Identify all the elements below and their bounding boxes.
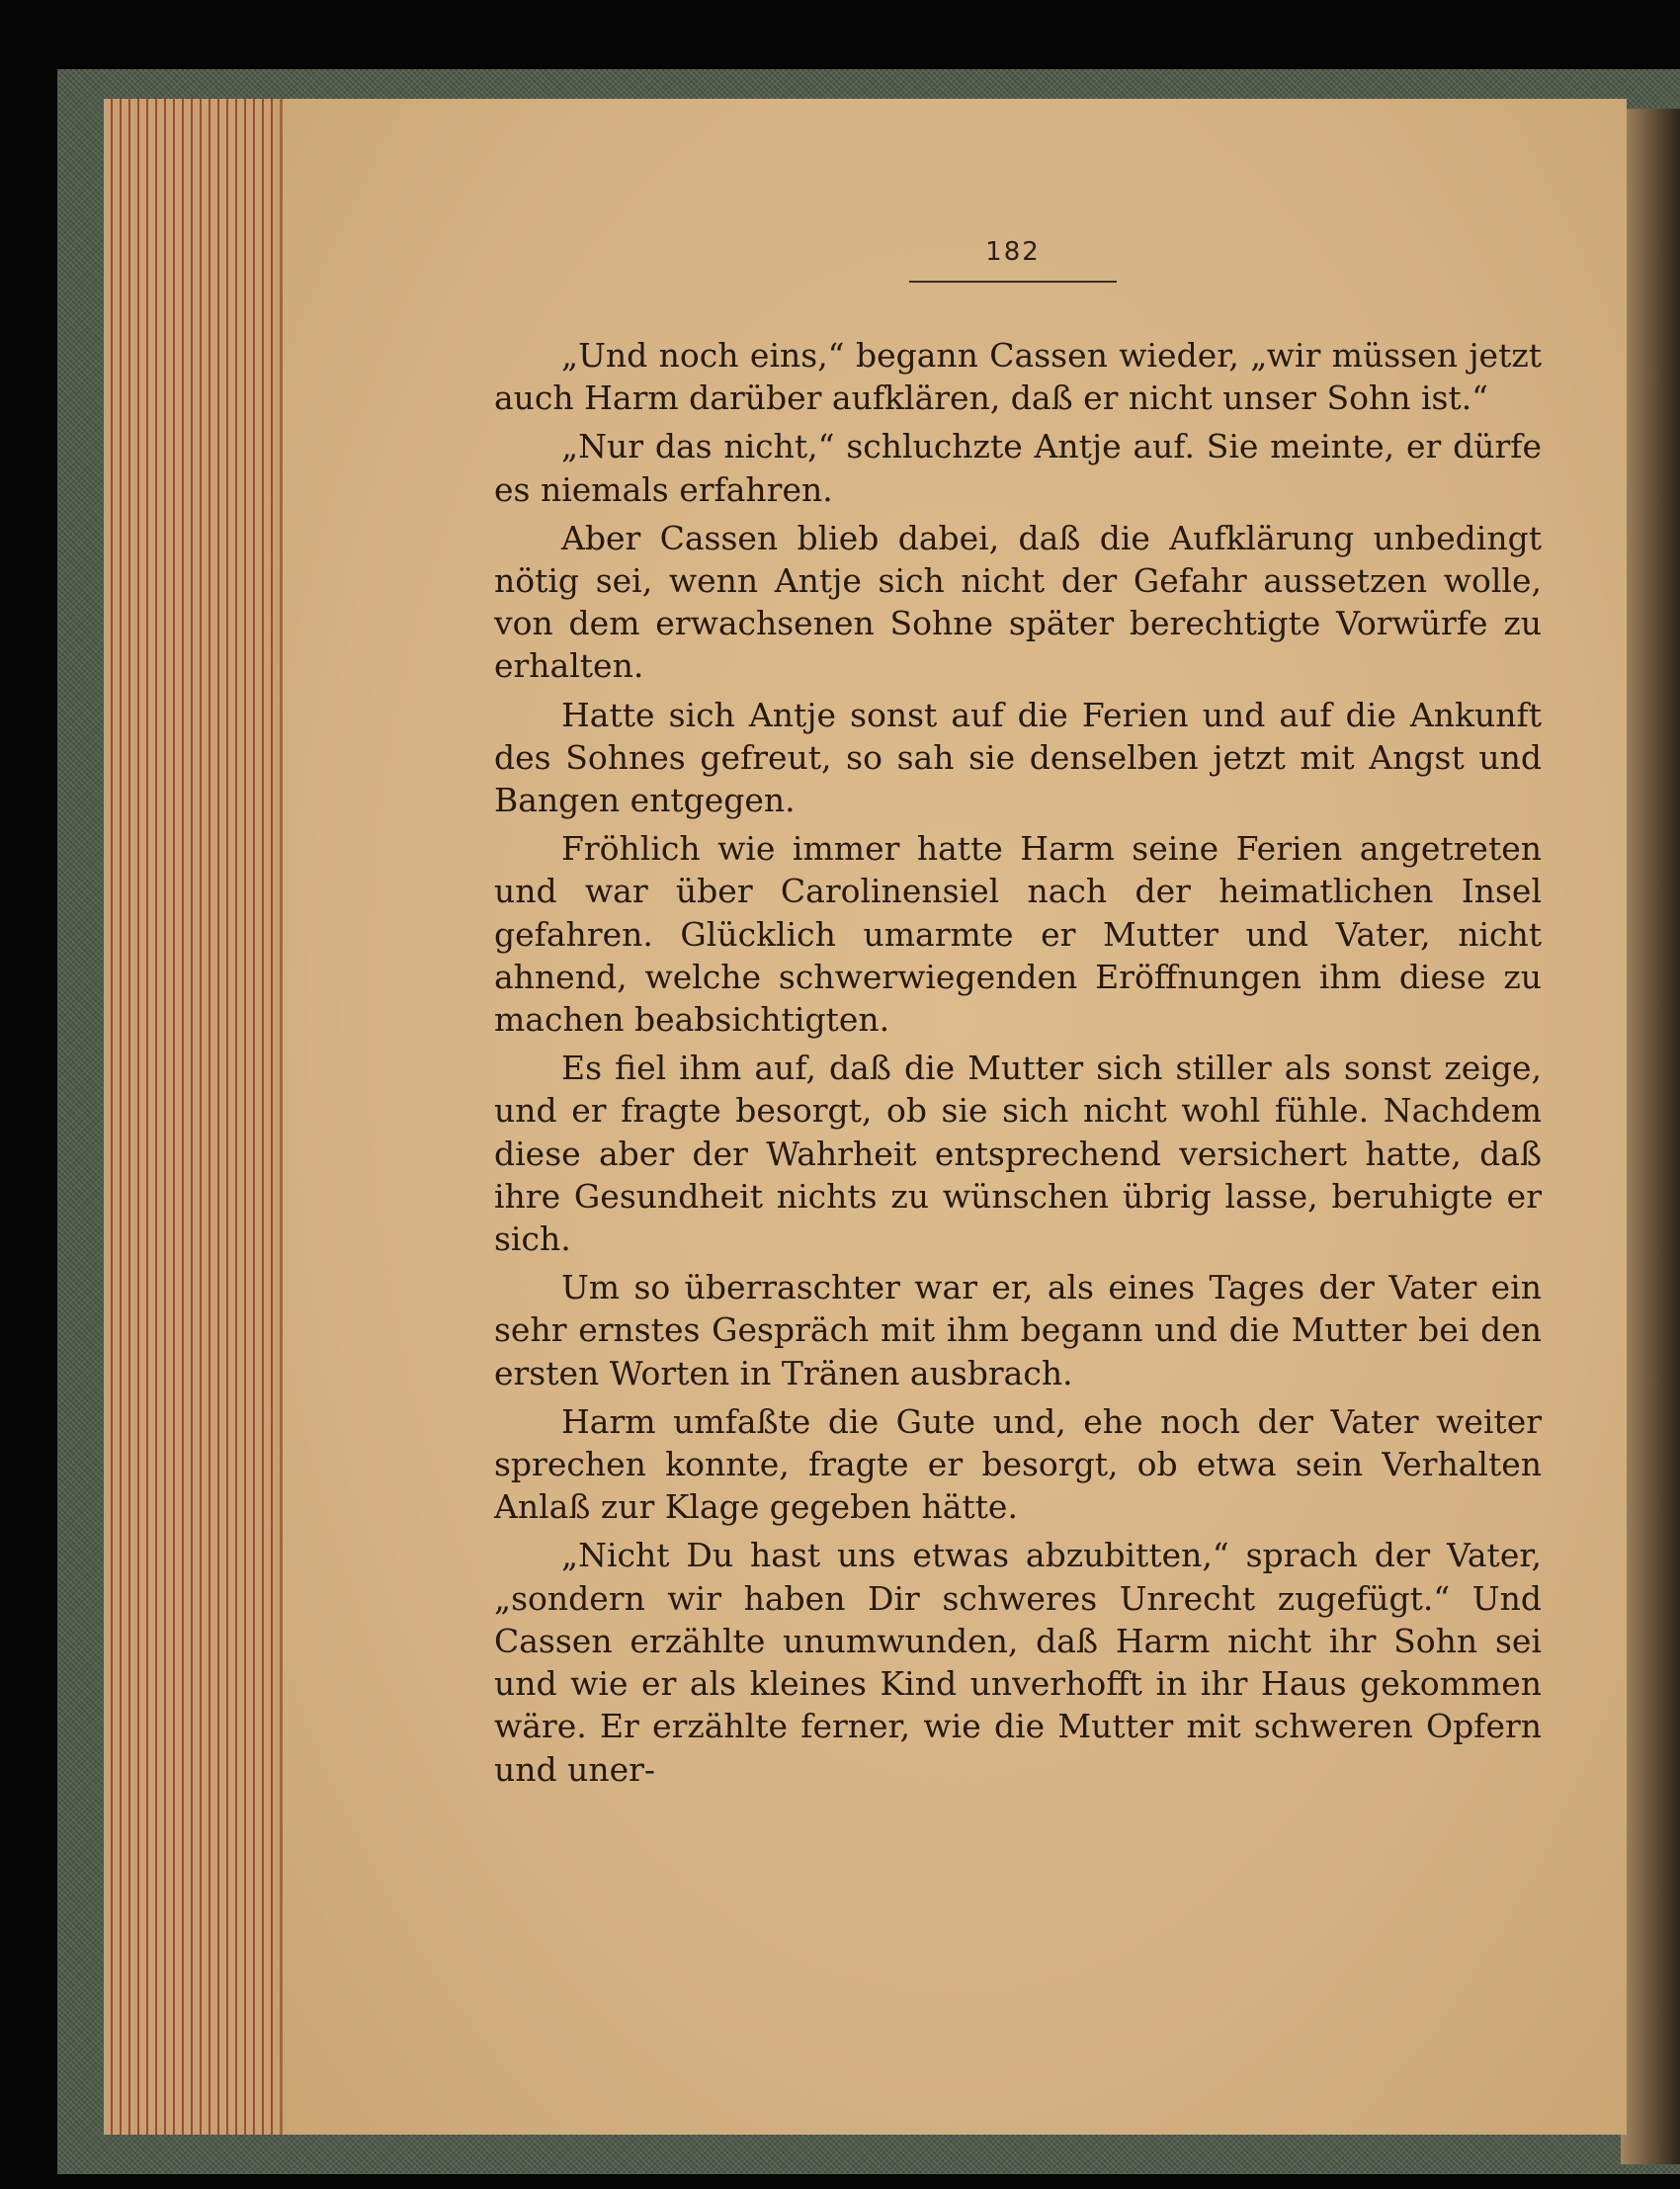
paragraph: Es fiel ihm auf, daß die Mutter sich stiller als sonst zeige, und er fragte besorgt, ob sie sich nicht wohl fühle. Nachdem diese aber der Wahrheit entsprechend versichert hatte, daß ihre Gesundheit nichts zu wünschen übrig lasse, beruhigte er sich. xyxy=(494,1049,1542,1259)
paragraph: „Und noch eins,“ begann Cassen wieder, „wir müssen jetzt auch Harm darüber aufklären, daß er nicht unser Sohn ist.“ xyxy=(494,336,1542,418)
paragraph: „Nur das nicht,“ schluchzte Antje auf. Sie meinte, er dürfe es niemals erfahren. xyxy=(494,427,1542,509)
paragraph: „Nicht Du hast uns etwas abzubitten,“ sprach der Vater, „sondern wir haben Dir schweres Unrecht zugefügt.“ Und Cassen erzählte unumwunden, daß Harm nicht ihr Sohn sei und wie er als kleines Kind unverhofft in ihr Haus gekommen wäre. Er erzählte ferner, wie die Mutter mit schweren Opfern und uner- xyxy=(494,1536,1542,1789)
paragraph: Um so überraschter war er, als eines Tages der Vater ein sehr ernstes Gespräch mit ihm begann und die Mutter bei den ersten Worten in Tränen ausbrach. xyxy=(494,1268,1542,1392)
paragraph: Hatte sich Antje sonst auf die Ferien und auf die Ankunft des Sohnes gefreut, so sah sie denselben jetzt mit Angst und Bangen entgegen. xyxy=(494,695,1542,820)
paragraph: Aber Cassen blieb dabei, daß die Aufklärung unbedingt nötig sei, wenn Antje sich nicht der Gefahr aussetzen wolle, von dem erwachsenen Sohne später berechtigte Vorwürfe zu erhalten. xyxy=(494,518,1542,686)
page-number: 182 xyxy=(985,237,1041,267)
paragraph: Harm umfaßte die Gute und, ehe noch der Vater weiter sprechen konnte, fragte er besorgt, ob etwa sein Verhalten Anlaß zur Klage gegeben hätte. xyxy=(494,1401,1542,1527)
paragraph: Fröhlich wie immer hatte Harm seine Ferien angetreten und war über Carolinensiel nach der heimatlichen Insel gefahren. Glücklich umarmte er Mutter und Vater, nicht ahnend, welche schwerwiegenden Eröffnungen ihm diese zu machen beabsichtigten. xyxy=(494,829,1542,1040)
book-gutter xyxy=(1621,109,1680,2164)
body-text xyxy=(494,334,1542,1797)
page-number-rule xyxy=(909,281,1117,283)
page-edges xyxy=(104,99,284,2135)
